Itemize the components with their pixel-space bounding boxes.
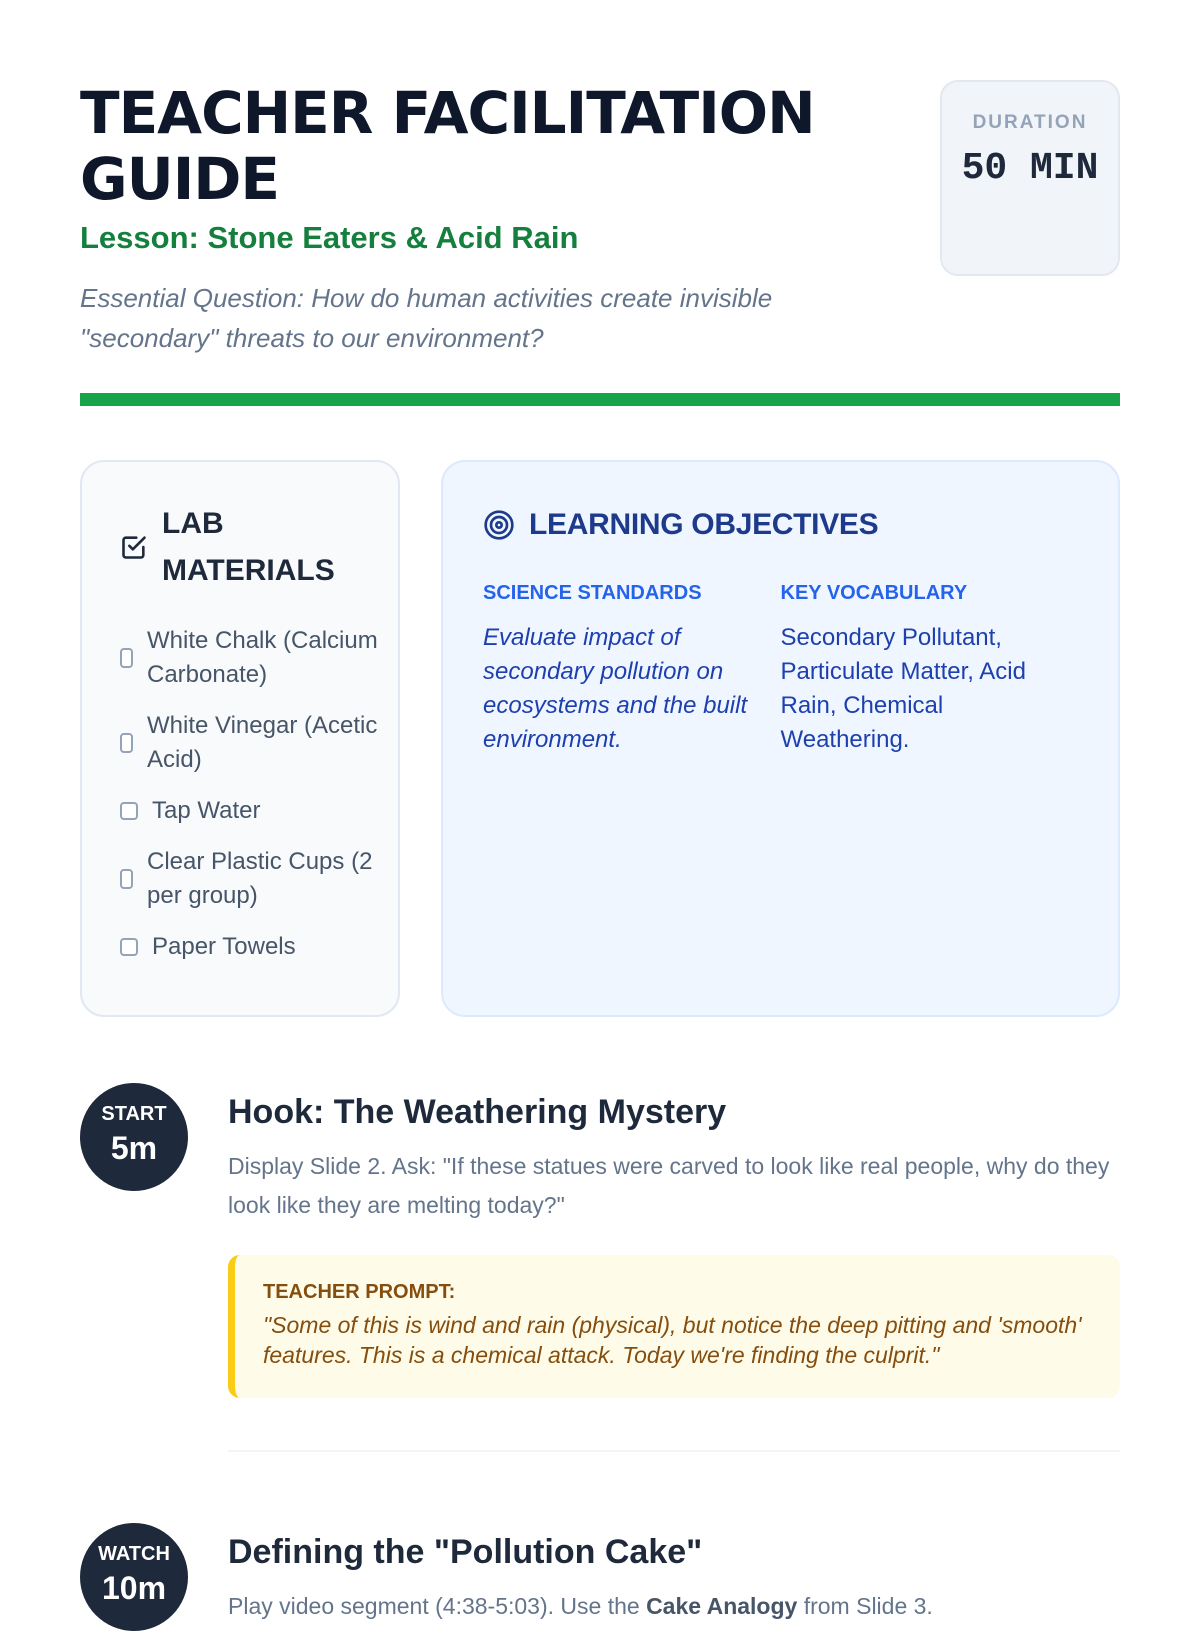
science-standards-text: Evaluate impact of secondary pollution on ecosystems and the built environment. [483,624,748,753]
material-label: White Chalk (Calcium Carbonate) [147,627,378,688]
material-label: White Vinegar (Acetic Acid) [147,712,378,773]
step-time-badge [80,1523,188,1631]
lab-materials-title: LAB MATERIALS [162,507,335,587]
target-icon [483,509,515,541]
material-label: Tap Water [152,797,261,824]
badge-label: START [101,1103,167,1125]
header-divider [80,393,1120,406]
key-vocabulary [781,582,1079,757]
materials-list [120,624,378,964]
step-description-text: from Slide 3. [797,1593,933,1619]
duration-label: DURATION [972,112,1088,133]
science-standards [483,582,781,757]
material-checkbox[interactable] [120,938,138,956]
lab-materials-card [80,460,400,1017]
step-title: Hook: The Weathering Mystery [228,1093,727,1131]
key-vocabulary-label: KEY VOCABULARY [780,582,968,604]
material-item[interactable] [120,794,378,828]
step-description: Display Slide 2. Ask: "If these statues were carved to look like real people, why do they look like they are melting today?" [228,1153,1110,1218]
duration-card [940,80,1120,276]
teacher-prompt-label: TEACHER PROMPT: [263,1281,456,1303]
material-checkbox[interactable] [120,733,133,753]
badge-value: 5m [110,1130,158,1166]
badge-label: WATCH [98,1543,170,1565]
essential-question: Essential Question: How do human activities create invisible "secondary" threats to our environment? [80,283,773,353]
badge-value: 10m [101,1570,167,1606]
teacher-prompt-callout [228,1255,1120,1398]
duration-value: 50 MIN [961,147,1099,190]
lesson-title: Lesson: Stone Eaters & Acid Rain [80,220,579,255]
step-description-text: Play video segment (4:38-5:03). Use the [228,1593,647,1619]
material-item[interactable] [120,709,378,777]
material-checkbox[interactable] [120,802,138,820]
check-square-icon [120,533,148,561]
material-label: Paper Towels [152,933,296,960]
key-vocabulary-text: Secondary Pollutant, Particulate Matter, Acid Rain, Chemical Weathering. [780,624,1026,753]
step-description [228,1587,1120,1626]
science-standards-label: SCIENCE STANDARDS [483,582,702,604]
step-divider [228,1450,1120,1452]
teacher-prompt-text: "Some of this is wind and rain (physical), but notice the deep pitting and 'smooth' features. This is a chemical attack. Today we're finding the culprit." [263,1312,1082,1368]
material-item[interactable] [120,845,378,913]
learning-objectives-title: LEARNING OBJECTIVES [529,508,879,541]
material-label: Clear Plastic Cups (2 per group) [147,848,373,909]
material-checkbox[interactable] [120,648,133,668]
material-item[interactable] [120,930,378,964]
step-title: Defining the "Pollution Cake" [228,1533,703,1571]
learning-objectives-card [441,460,1120,1017]
page-header [80,80,1120,358]
material-checkbox[interactable] [120,869,133,889]
material-item[interactable] [120,624,378,692]
step-description-emphasis: Cake Analogy [646,1593,798,1619]
page-title: TEACHER FACILITATION GUIDE [80,79,815,213]
step-time-badge [80,1083,188,1191]
